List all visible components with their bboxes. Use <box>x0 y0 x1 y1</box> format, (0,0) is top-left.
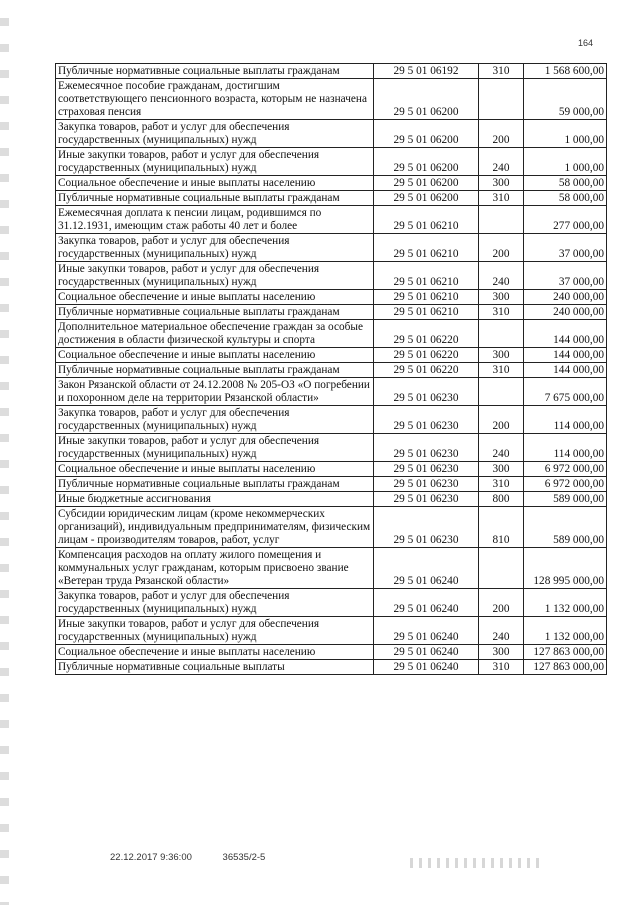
row-expense-type: 310 <box>479 305 524 320</box>
row-expense-type: 240 <box>479 148 524 176</box>
row-expense-type: 310 <box>479 660 524 675</box>
row-amount: 114 000,00 <box>524 434 607 462</box>
table-row <box>56 320 607 348</box>
table-row <box>56 206 607 234</box>
row-code: 29 5 01 06220 <box>374 320 479 348</box>
row-amount: 589 000,00 <box>524 507 607 548</box>
row-code: 29 5 01 06240 <box>374 548 479 589</box>
table-row <box>56 406 607 434</box>
row-name: Закупка товаров, работ и услуг для обеспечения государственных (муниципальных) нужд <box>56 406 374 434</box>
row-expense-type <box>479 548 524 589</box>
table-row <box>56 234 607 262</box>
row-amount: 240 000,00 <box>524 305 607 320</box>
table-row <box>56 348 607 363</box>
row-amount: 1 568 600,00 <box>524 64 607 79</box>
scan-margin-artifact <box>0 0 9 905</box>
row-amount: 58 000,00 <box>524 176 607 191</box>
row-expense-type: 200 <box>479 120 524 148</box>
table-row <box>56 120 607 148</box>
table-row <box>56 589 607 617</box>
row-name: Закупка товаров, работ и услуг для обеспечения государственных (муниципальных) нужд <box>56 234 374 262</box>
budget-table-body <box>56 64 607 675</box>
row-amount: 37 000,00 <box>524 234 607 262</box>
row-name: Социальное обеспечение и иные выплаты населению <box>56 176 374 191</box>
row-expense-type <box>479 378 524 406</box>
row-expense-type: 240 <box>479 617 524 645</box>
row-expense-type: 310 <box>479 191 524 206</box>
table-row <box>56 262 607 290</box>
table-row <box>56 191 607 206</box>
row-name: Иные бюджетные ассигнования <box>56 492 374 507</box>
table-row <box>56 64 607 79</box>
row-expense-type: 300 <box>479 290 524 305</box>
row-code: 29 5 01 06200 <box>374 79 479 120</box>
row-name: Закупка товаров, работ и услуг для обеспечения государственных (муниципальных) нужд <box>56 120 374 148</box>
footer-datetime: 22.12.2017 9:36:00 <box>110 852 192 863</box>
row-name: Иные закупки товаров, работ и услуг для обеспечения государственных (муниципальных) нужд <box>56 617 374 645</box>
row-code: 29 5 01 06240 <box>374 617 479 645</box>
row-name: Социальное обеспечение и иные выплаты населению <box>56 645 374 660</box>
row-amount: 144 000,00 <box>524 363 607 378</box>
row-code: 29 5 01 06210 <box>374 305 479 320</box>
row-name: Дополнительное материальное обеспечение граждан за особые достижения в области физической культуры и спорта <box>56 320 374 348</box>
row-name: Публичные нормативные социальные выплаты гражданам <box>56 363 374 378</box>
row-amount: 1 132 000,00 <box>524 589 607 617</box>
row-code: 29 5 01 06230 <box>374 406 479 434</box>
row-expense-type <box>479 320 524 348</box>
row-expense-type: 240 <box>479 434 524 462</box>
table-row <box>56 305 607 320</box>
row-amount: 1 132 000,00 <box>524 617 607 645</box>
row-expense-type: 300 <box>479 645 524 660</box>
table-row <box>56 176 607 191</box>
row-code: 29 5 01 06230 <box>374 507 479 548</box>
row-code: 29 5 01 06240 <box>374 645 479 660</box>
row-name: Публичные нормативные социальные выплаты гражданам <box>56 191 374 206</box>
table-row <box>56 507 607 548</box>
row-amount: 114 000,00 <box>524 406 607 434</box>
row-expense-type: 310 <box>479 363 524 378</box>
row-name: Иные закупки товаров, работ и услуг для обеспечения государственных (муниципальных) нужд <box>56 148 374 176</box>
budget-table <box>55 63 607 675</box>
row-name: Ежемесячное пособие гражданам, достигшим соответствующего пенсионного возраста, которым не назначена страховая пенсия <box>56 79 374 120</box>
row-amount: 144 000,00 <box>524 320 607 348</box>
row-name: Субсидии юридическим лицам (кроме некоммерческих организаций), индивидуальным предпринимателям, физическим лицам - производителям товаров, работ, услуг <box>56 507 374 548</box>
table-row <box>56 660 607 675</box>
row-amount: 277 000,00 <box>524 206 607 234</box>
table-row <box>56 79 607 120</box>
row-name: Публичные нормативные социальные выплаты гражданам <box>56 477 374 492</box>
row-name: Закупка товаров, работ и услуг для обеспечения государственных (муниципальных) нужд <box>56 589 374 617</box>
row-expense-type: 300 <box>479 176 524 191</box>
row-amount: 7 675 000,00 <box>524 378 607 406</box>
footer <box>110 852 293 863</box>
row-expense-type: 300 <box>479 462 524 477</box>
table-row <box>56 645 607 660</box>
row-name: Социальное обеспечение и иные выплаты населению <box>56 462 374 477</box>
row-amount: 1 000,00 <box>524 148 607 176</box>
row-code: 29 5 01 06240 <box>374 589 479 617</box>
page-number: 164 <box>578 38 594 48</box>
row-expense-type: 200 <box>479 589 524 617</box>
table-row <box>56 363 607 378</box>
table-row <box>56 434 607 462</box>
table-row <box>56 378 607 406</box>
row-expense-type: 300 <box>479 348 524 363</box>
row-amount: 240 000,00 <box>524 290 607 305</box>
row-amount: 58 000,00 <box>524 191 607 206</box>
footer-doc-id: 36535/2-5 <box>222 852 266 863</box>
table-row <box>56 548 607 589</box>
row-expense-type: 800 <box>479 492 524 507</box>
row-code: 29 5 01 06230 <box>374 462 479 477</box>
row-amount: 589 000,00 <box>524 492 607 507</box>
row-name: Публичные нормативные социальные выплаты <box>56 660 374 675</box>
table-row <box>56 492 607 507</box>
row-expense-type: 200 <box>479 234 524 262</box>
row-name: Публичные нормативные социальные выплаты гражданам <box>56 305 374 320</box>
row-amount: 127 863 000,00 <box>524 645 607 660</box>
row-code: 29 5 01 06240 <box>374 660 479 675</box>
row-expense-type: 240 <box>479 262 524 290</box>
row-name: Компенсация расходов на оплату жилого помещения и коммунальных услуг гражданам, которым присвоено звание «Ветеран труда Рязанской области» <box>56 548 374 589</box>
row-code: 29 5 01 06200 <box>374 120 479 148</box>
row-amount: 37 000,00 <box>524 262 607 290</box>
row-amount: 6 972 000,00 <box>524 462 607 477</box>
row-name: Иные закупки товаров, работ и услуг для обеспечения государственных (муниципальных) нужд <box>56 262 374 290</box>
row-amount: 1 000,00 <box>524 120 607 148</box>
row-expense-type: 200 <box>479 406 524 434</box>
table-row <box>56 148 607 176</box>
row-code: 29 5 01 06230 <box>374 378 479 406</box>
table-row <box>56 462 607 477</box>
row-amount: 127 863 000,00 <box>524 660 607 675</box>
table-row <box>56 477 607 492</box>
row-code: 29 5 01 06230 <box>374 477 479 492</box>
row-code: 29 5 01 06200 <box>374 176 479 191</box>
row-code: 29 5 01 06192 <box>374 64 479 79</box>
row-name: Иные закупки товаров, работ и услуг для обеспечения государственных (муниципальных) нужд <box>56 434 374 462</box>
table-row <box>56 290 607 305</box>
row-code: 29 5 01 06220 <box>374 363 479 378</box>
row-code: 29 5 01 06200 <box>374 148 479 176</box>
row-code: 29 5 01 06210 <box>374 262 479 290</box>
row-expense-type: 310 <box>479 477 524 492</box>
row-name: Закон Рязанской области от 24.12.2008 № 205-ОЗ «О погребении и похоронном деле на территории Рязанской области» <box>56 378 374 406</box>
row-amount: 144 000,00 <box>524 348 607 363</box>
row-code: 29 5 01 06230 <box>374 492 479 507</box>
row-name: Ежемесячная доплата к пенсии лицам, родившимся по 31.12.1931, имеющим стаж работы 40 лет и более <box>56 206 374 234</box>
row-name: Социальное обеспечение и иные выплаты населению <box>56 348 374 363</box>
row-name: Социальное обеспечение и иные выплаты населению <box>56 290 374 305</box>
row-amount: 128 995 000,00 <box>524 548 607 589</box>
row-code: 29 5 01 06210 <box>374 206 479 234</box>
scan-noise-artifact <box>410 858 540 868</box>
row-amount: 59 000,00 <box>524 79 607 120</box>
row-code: 29 5 01 06220 <box>374 348 479 363</box>
row-amount: 6 972 000,00 <box>524 477 607 492</box>
row-expense-type <box>479 206 524 234</box>
row-name: Публичные нормативные социальные выплаты гражданам <box>56 64 374 79</box>
table-row <box>56 617 607 645</box>
row-expense-type: 310 <box>479 64 524 79</box>
row-code: 29 5 01 06230 <box>374 434 479 462</box>
row-code: 29 5 01 06200 <box>374 191 479 206</box>
row-code: 29 5 01 06210 <box>374 290 479 305</box>
row-code: 29 5 01 06210 <box>374 234 479 262</box>
row-expense-type: 810 <box>479 507 524 548</box>
row-expense-type <box>479 79 524 120</box>
